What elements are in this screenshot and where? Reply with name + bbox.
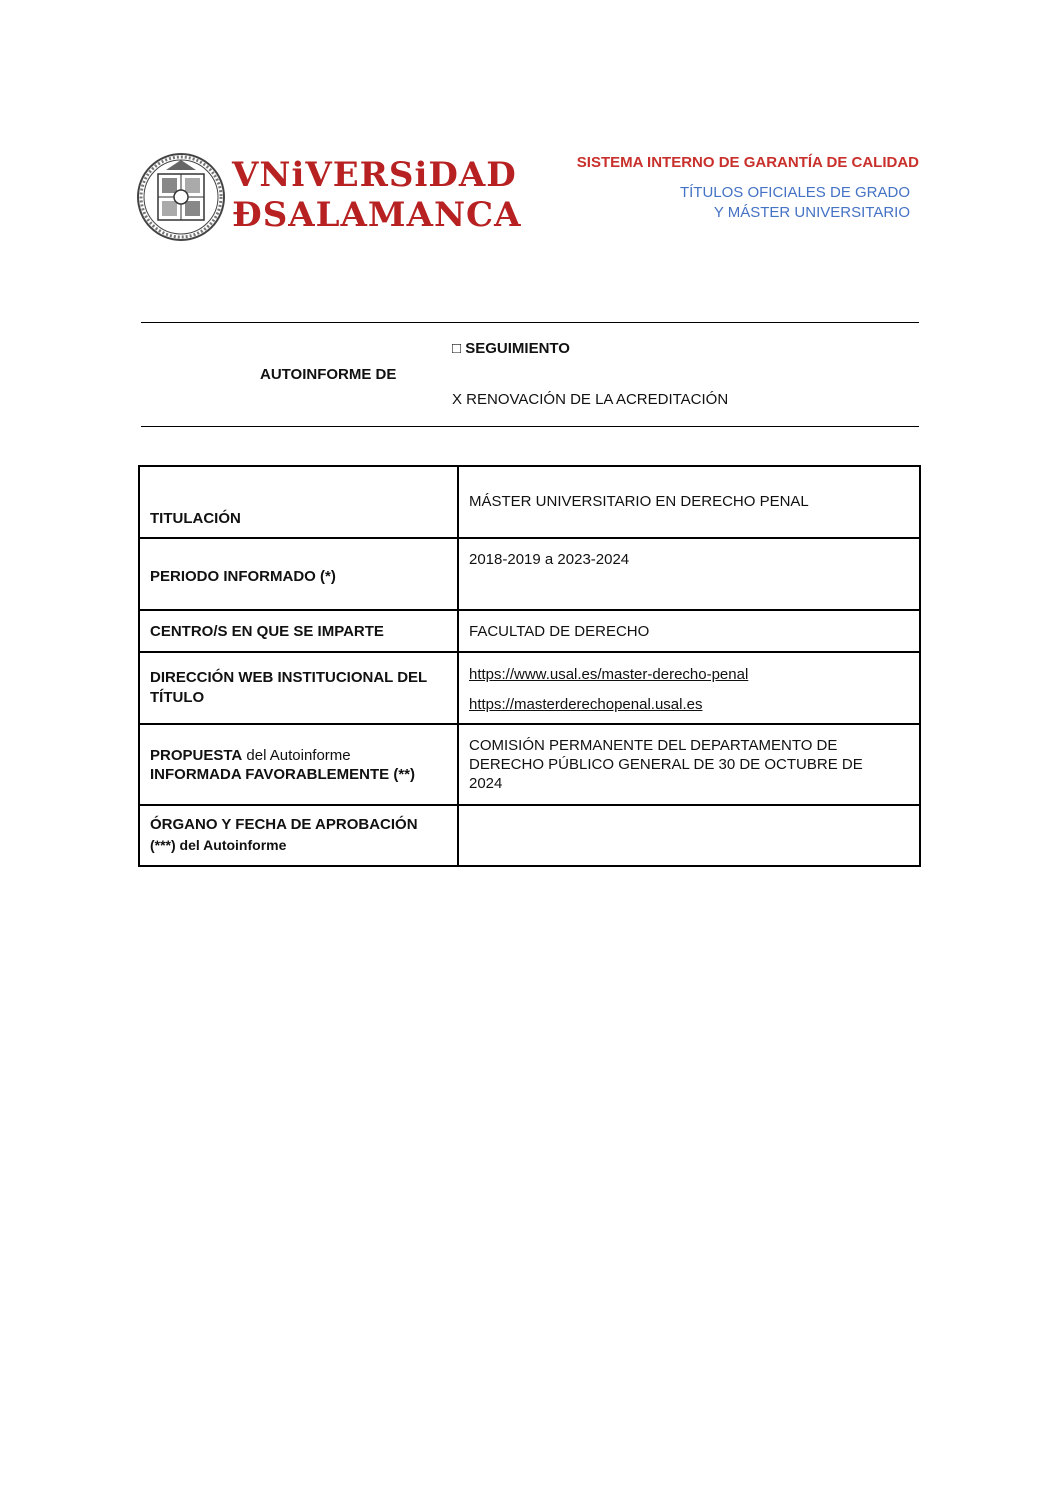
autoinforme-label: AUTOINFORME DE [260, 366, 397, 383]
label-propuesta-bold: PROPUESTA [150, 746, 243, 764]
titles-subtitle [680, 183, 910, 223]
label-propuesta-bold2: INFORMADA FAVORABLEMENTE (**) [150, 765, 415, 783]
label-titulacion: TITULACIÓN [139, 466, 458, 538]
label-organo [139, 805, 458, 866]
value-propuesta: COMISIÓN PERMANENTE DEL DEPARTAMENTO DE DERECHO PÚBLICO GENERAL DE 30 DE OCTUBRE DE 2024 [458, 724, 920, 805]
link-usal-master[interactable]: https://www.usal.es/master-derecho-penal [469, 666, 749, 683]
label-periodo: PERIODO INFORMADO (*) [139, 538, 458, 610]
value-titulacion: MÁSTER UNIVERSITARIO EN DERECHO PENAL [458, 466, 920, 538]
label-propuesta [139, 724, 458, 805]
table-row [139, 538, 920, 610]
table-row [139, 652, 920, 724]
titles-line-2: Y MÁSTER UNIVERSITARIO [713, 204, 910, 221]
table-row [139, 466, 920, 538]
value-periodo: 2018-2019 a 2023-2024 [458, 538, 920, 610]
link-master-site[interactable]: https://masterderechopenal.usal.es [469, 696, 703, 713]
label-centro: CENTRO/S EN QUE SE IMPARTE [139, 610, 458, 652]
value-centro: FACULTAD DE DERECHO [458, 610, 920, 652]
table-row [139, 724, 920, 805]
titles-line-1: TÍTULOS OFICIALES DE GRADO [679, 184, 910, 201]
university-logo [136, 152, 522, 244]
university-seal-icon [136, 152, 226, 242]
label-propuesta-normal: del Autoinforme [242, 746, 351, 764]
system-title: SISTEMA INTERNO DE GARANTÍA DE CALIDAD [576, 154, 919, 171]
table-row [139, 610, 920, 652]
logo-wordmark [232, 155, 522, 235]
bottom-divider [141, 426, 919, 427]
value-organo [458, 805, 920, 866]
option-seguimiento: □ SEGUIMIENTO [452, 340, 570, 357]
label-organo-rest: (***) del Autoinforme [150, 837, 287, 853]
info-table [138, 465, 921, 867]
label-web: DIRECCIÓN WEB INSTITUCIONAL DEL TÍTULO [139, 652, 458, 724]
top-divider [141, 322, 919, 323]
table-row [139, 805, 920, 866]
label-organo-bold: ÓRGANO Y FECHA DE APROBACIÓN [150, 816, 418, 833]
option-renovacion: X RENOVACIÓN DE LA ACREDITACIÓN [452, 391, 729, 408]
value-web [458, 652, 920, 724]
logo-line-1: VNiVERSiDAD [232, 155, 517, 195]
logo-line-2: ÐSALAMANCA [232, 195, 522, 235]
